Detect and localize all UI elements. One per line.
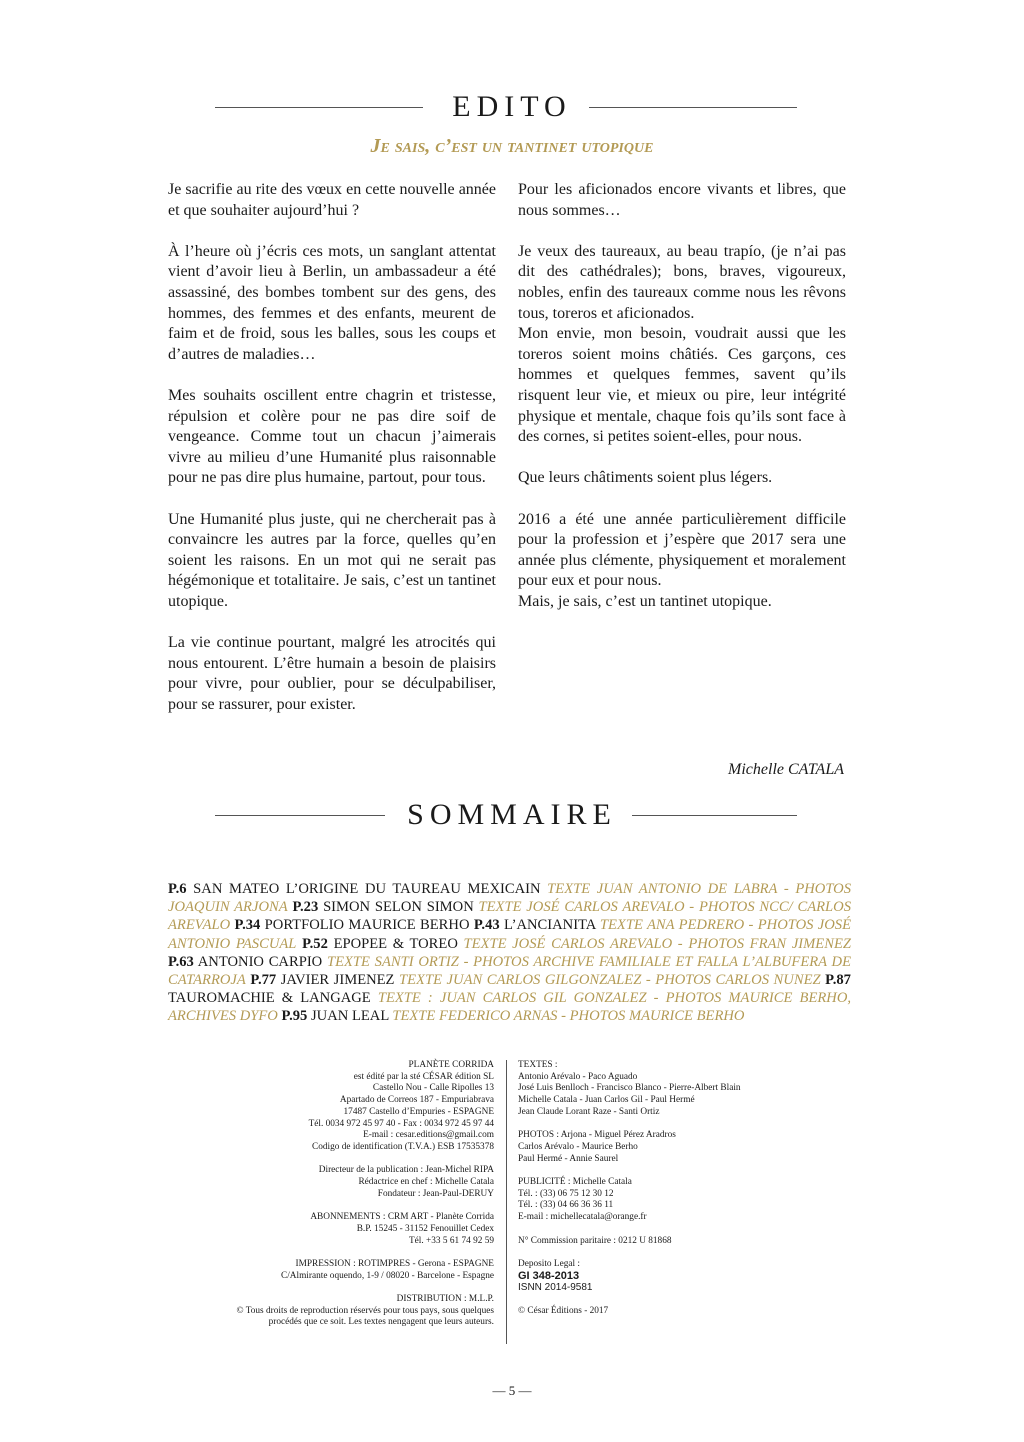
colophon-line: procédés que ce soit. Les textes nengagent que leurs auteurs. bbox=[268, 1317, 494, 1328]
colophon-credits bbox=[518, 1060, 838, 1317]
entry-credit: TEXTE ANA PEDRERO - PHOTOS JOSÉ ANTONIO PASCUAL bbox=[168, 917, 851, 952]
colophon-line: José Luis Benlloch - Francisco Blanco - Pierre-Albert Blain bbox=[518, 1083, 741, 1094]
entry-title: TAUROMACHIE & LANGAGE bbox=[168, 990, 371, 1007]
sommaire-title: SOMMAIRE bbox=[407, 798, 617, 831]
entry-title: ANTONIO CARPIO bbox=[197, 953, 323, 970]
entry-credit: TEXTE FEDERICO ARNAS - PHOTOS MAURICE BERHO bbox=[392, 1008, 745, 1025]
entry-title: PORTFOLIO MAURICE BERHO bbox=[264, 917, 470, 934]
entry-credit: TEXTE JOSÉ CARLOS AREVALO - PHOTOS NCC/ CARLOS AREVALO bbox=[168, 899, 851, 934]
colophon-line: Rédactrice en chef : Michelle Catala bbox=[358, 1177, 494, 1188]
edito-heading bbox=[0, 88, 1024, 128]
colophon-line: E-mail : cesar.editions@gmail.com bbox=[363, 1130, 494, 1141]
sommaire-entry bbox=[235, 917, 470, 933]
entry-title: JUAN LEAL bbox=[311, 1008, 389, 1025]
edito-subtitle: Je sais, c’est un tantinet utopique bbox=[370, 135, 654, 157]
sommaire-list bbox=[168, 880, 851, 1026]
entry-credit: TEXTE JUAN ANTONIO DE LABRA - PHOTOS JOAQUIN ARJONA bbox=[168, 881, 852, 916]
colophon-line: Tél. : (33) 04 66 36 36 11 bbox=[518, 1200, 614, 1211]
edito-paragraph: Pour les aficionados encore vivants et libres, que nous sommes… bbox=[518, 181, 846, 219]
colophon-line: © César Éditions - 2017 bbox=[518, 1305, 609, 1316]
colophon-line: Carlos Arévalo - Maurice Berho bbox=[518, 1141, 638, 1152]
colophon-line: PHOTOS : Arjona - Miguel Pérez Aradros bbox=[518, 1130, 676, 1141]
edito-paragraph: Je veux des taureaux, au beau trapío, (je n’ai pas dit des cathédrales); bons, braves, vigoureux, nobles, enfin des taureaux comme nous les rêvons tous, toreros et aficionados. bbox=[518, 242, 846, 322]
colophon-line: Paul Hermé - Annie Saurel bbox=[518, 1153, 619, 1164]
colophon-line: est édité par la sté CÉSAR édition SL bbox=[353, 1071, 494, 1082]
edito-right-column bbox=[518, 180, 846, 612]
edito-signature: Michelle CATALA bbox=[728, 761, 844, 778]
sommaire-entry bbox=[282, 1008, 745, 1024]
entry-page: P.77 bbox=[250, 972, 277, 989]
entry-title: EPOPEE & TOREO bbox=[333, 935, 458, 952]
entry-page: P.63 bbox=[168, 953, 194, 970]
colophon-divider bbox=[506, 1060, 507, 1344]
colophon-line: 17487 Castello d’Empuries - ESPAGNE bbox=[343, 1106, 494, 1117]
entry-page: P.34 bbox=[234, 917, 261, 934]
colophon-line: Tél. 0034 972 45 97 40 - Fax : 0034 972 45 97 44 bbox=[308, 1118, 494, 1129]
colophon-line: Tél. : (33) 06 75 12 30 12 bbox=[518, 1188, 614, 1199]
edito-rule-right bbox=[589, 107, 797, 108]
colophon-line: IMPRESSION : ROTIMPRES - Gerona - ESPAGNE bbox=[295, 1258, 494, 1269]
entry-credit: TEXTE JUAN CARLOS GILGONZALEZ - PHOTOS CARLOS NUNEZ bbox=[399, 972, 821, 989]
colophon-line: ABONNEMENTS : CRM ART - Planète Corrida bbox=[310, 1212, 494, 1223]
colophon-line: Jean Claude Lorant Raze - Santi Ortiz bbox=[518, 1106, 660, 1117]
colophon-line: TEXTES : bbox=[518, 1060, 558, 1070]
colophon-publisher bbox=[174, 1060, 494, 1329]
colophon-line: N° Commission paritaire : 0212 U 81868 bbox=[518, 1235, 672, 1246]
edito-paragraph: 2016 a été une année particulièrement difficile pour la profession et j’espère que 2017 sera une année plus clémente, physiquement et moralement pour eux et pour nous. bbox=[518, 510, 846, 590]
edito-paragraph: À l’heure où j’écris ces mots, un sanglant attentat vient d’avoir lieu à Berlin, un ambassadeur a été assassiné, des bombes tombent sur des gens, des hommes, des femmes et des enfants, meurent de faim et de froid, sous les balles, sous les coups et d’autres de maladies… bbox=[168, 242, 496, 363]
colophon-line: PLANÈTE CORRIDA bbox=[408, 1060, 494, 1070]
entry-page: P.87 bbox=[825, 972, 851, 989]
entry-page: P.6 bbox=[168, 881, 187, 897]
entry-title: SAN MATEO L’ORIGINE DU TAUREAU MEXICAIN bbox=[193, 881, 541, 897]
colophon-line: Directeur de la publication : Jean-Michel RIPA bbox=[318, 1165, 494, 1176]
entry-page: P.52 bbox=[302, 935, 328, 952]
edito-paragraph: Je sacrifie au rite des vœux en cette nouvelle année et que souhaiter aujourd’hui ? bbox=[168, 181, 496, 219]
colophon-line: E-mail : michellecatala@orange.fr bbox=[518, 1212, 647, 1223]
entry-page: P.95 bbox=[281, 1008, 308, 1025]
entry-page: P.43 bbox=[473, 917, 500, 934]
colophon-line: Deposito Legal : bbox=[518, 1258, 580, 1269]
colophon-line: PUBLICITÉ : Michelle Catala bbox=[518, 1177, 632, 1187]
entry-title: JAVIER JIMENEZ bbox=[280, 972, 395, 989]
edito-paragraph: Mais, je sais, c’est un tantinet utopique. bbox=[518, 592, 772, 610]
colophon-line: Apartado de Correos 187 - Empuriabrava bbox=[339, 1095, 494, 1106]
colophon-line: Tél. +33 5 61 74 92 59 bbox=[408, 1235, 494, 1246]
colophon-line: © Tous droits de reproduction réservés pour tous pays, sous quelques bbox=[236, 1305, 494, 1316]
colophon-line: Castello Nou - Calle Ripolles 13 bbox=[372, 1083, 494, 1094]
isnn-number: ISNN 2014-9581 bbox=[518, 1282, 593, 1294]
edito-paragraph: Une Humanité plus juste, qui ne chercherait pas à convaincre les autres par la force, quelles qu’en soient les raisons. En un mot qui ne serait pas hégémonique et totalitaire. Je sais, c’est un tantinet utopique. bbox=[168, 510, 496, 610]
sommaire-entry bbox=[250, 972, 820, 988]
deposito-legal-code: GI 348-2013 bbox=[518, 1269, 580, 1282]
colophon-line: Codigo de identification (T.V.A.) ESB 17535378 bbox=[312, 1141, 494, 1152]
entry-credit: TEXTE : JUAN CARLOS GIL GONZALEZ - PHOTOS MAURICE BERHO, ARCHIVES DYFO bbox=[168, 990, 852, 1025]
edito-left-column bbox=[168, 180, 496, 715]
colophon-line: C/Almirante oquendo, 1-9 / 08020 - Barcelone - Espagne bbox=[281, 1270, 494, 1281]
colophon-line: B.P. 15245 - 31152 Fenouillet Cedex bbox=[356, 1223, 494, 1234]
colophon-line: DISTRIBUTION : M.L.P. bbox=[396, 1294, 494, 1304]
edito-paragraph: Mon envie, mon besoin, voudrait aussi que les toreros soient moins châtiés. Ces garçons, ces hommes et quelques femmes, savent qu’ils risquent leur vie, et mieux ou pire, leur intégrité physique et mentale, chaque fois qu’ils sont face à des cornes, si petites soient-elles, pour nous. bbox=[518, 325, 846, 446]
entry-credit: TEXTE SANTI ORTIZ - PHOTOS ARCHIVE FAMILIALE ET FALLA L’ALBUFERA DE CATARROJA bbox=[168, 953, 852, 989]
edito-paragraph: Mes souhaits oscillent entre chagrin et tristesse, répulsion et colère pour ne pas dire soif de vengeance. Comme tout un chacun j’aimerais vivre au milieu d’une Humanité plus raisonnable pour ne pas dire plus humaine, partout, pour tous. bbox=[168, 386, 496, 487]
edito-paragraph: Que leurs châtiments soient plus légers. bbox=[518, 469, 773, 487]
colophon-line: Michelle Catala - Juan Carlos Gil - Paul Hermé bbox=[518, 1095, 695, 1106]
entry-credit: TEXTE JOSÉ CARLOS AREVALO - PHOTOS FRAN JIMENEZ bbox=[463, 935, 851, 952]
colophon-line: Antonio Arévalo - Paco Aguado bbox=[518, 1071, 638, 1082]
entry-title: SIMON SELON SIMON bbox=[323, 899, 474, 916]
edito-title: EDITO bbox=[452, 90, 572, 123]
sommaire-rule-right bbox=[632, 815, 797, 816]
page-number: — 5 — bbox=[492, 1383, 532, 1398]
entry-page: P.23 bbox=[292, 899, 319, 916]
sommaire-entry bbox=[302, 936, 851, 952]
sommaire-heading bbox=[0, 796, 1024, 836]
edito-paragraph: La vie continue pourtant, malgré les atrocités qui nous entourent. L’être humain a besoin de plaisirs pour vivre, pour oublier, pour se déculpabiliser, pour se rassurer, pour exister. bbox=[168, 634, 496, 713]
entry-title: L’ANCIANITA bbox=[504, 917, 596, 934]
colophon-line: Fondateur : Jean-Paul-DERUY bbox=[377, 1188, 494, 1199]
